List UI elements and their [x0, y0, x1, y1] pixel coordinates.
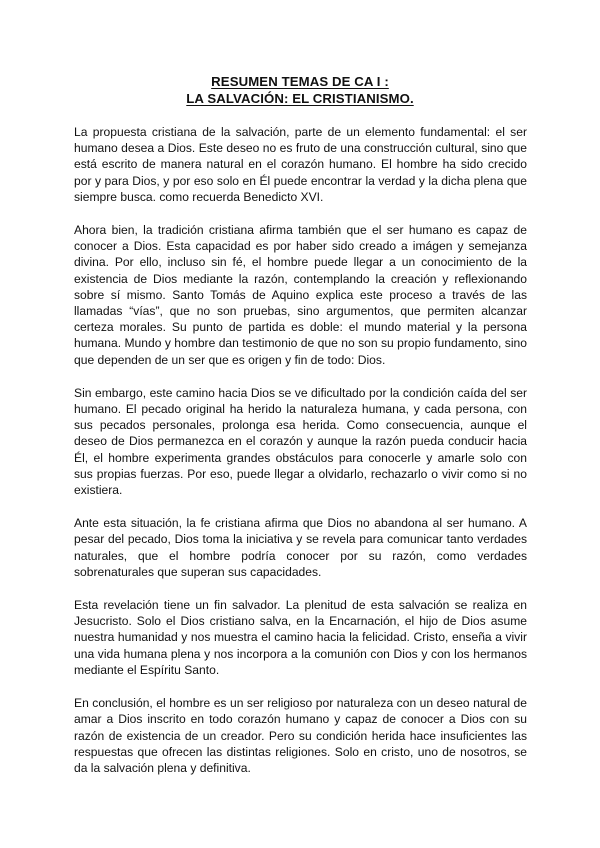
paragraph-1: La propuesta cristiana de la salvación, parte de un elemento fundamental: el ser humano desea a Dios. Este deseo no es fruto de una construcción cultural, sino que está escrito de manera natural en el corazón humano. El hombre ha sido crecido por y para Dios, y por eso solo en Él puede encontrar la verdad y la dicha plena que siempre busca. como recuerda Benedicto XVI. — [74, 125, 527, 204]
title-line-2: LA SALVACIÓN: EL CRISTIANISMO. — [186, 90, 414, 106]
paragraph-3: Sin embargo, este camino hacia Dios se ve dificultado por la condición caída del ser humano. El pecado original ha herido la naturaleza humana, y cada persona, con sus pecados personales, prolonga esa herida. Como consecuencia, aunque el deseo de Dios permanezca en el corazón y aunque la razón pueda conducir hacia Él, el hombre experimenta grandes obstáculos para conocerle y amarle solo con sus propias fuerzas. Por eso, puede llegar a olvidarlo, rechazarlo o vivir como si no existiera. — [74, 385, 527, 498]
title-line-1: RESUMEN TEMAS DE CA I : — [211, 74, 389, 89]
document-title — [0, 74, 600, 107]
paragraph-6: En conclusión, el hombre es un ser religioso por naturaleza con un deseo natural de amar a Dios inscrito en todo corazón humano y capaz de conocer a Dios con su razón de existencia de un creador. Pero su condición herida hace insuficientes las respuestas que ofrecen las distintas religiones. Solo en cristo, uno de nosotros, se da la salvación plena y definitiva. — [74, 696, 527, 775]
document-body — [74, 124, 527, 793]
paragraph-4: Ante esta situación, la fe cristiana afirma que Dios no abandona al ser humano. A pesar del pecado, Dios toma la iniciativa y se revela para comunicar tanto verdades naturales, que el hombre podría conocer por su razón, como verdades sobrenaturales que superan sus capacidades. — [74, 516, 527, 579]
paragraph-5: Esta revelación tiene un fin salvador. La plenitud de esta salvación se realiza en Jesucristo. Solo el Dios cristiano salva, en la Encarnación, el hijo de Dios asume nuestra humanidad y nos muestra el camino hacia la felicidad. Cristo, enseña a vivir una vida humana plena y nos incorpora a la comunión con Dios y con los hermanos mediante el Espíritu Santo. — [74, 598, 527, 677]
paragraph-2: Ahora bien, la tradición cristiana afirma también que el ser humano es capaz de conocer a Dios. Esta capacidad es por haber sido creado a imágen y semejanza divina. Por ello, incluso sin fé, el hombre puede llegar a un conocimiento de la existencia de Dios mediante la razón, contemplando la creación y reflexionando sobre sí mismo. Santo Tomás de Aquino explica este proceso a través de las llamadas “vías”, que no son pruebas, sino argumentos, que permiten alcanzar certeza morales. Su punto de partida es doble: el mundo material y la persona humana. Mundo y hombre dan testimonio de que no son su propio fundamento, sino que dependen de un ser que es origen y fin de todo: Dios. — [74, 223, 527, 367]
